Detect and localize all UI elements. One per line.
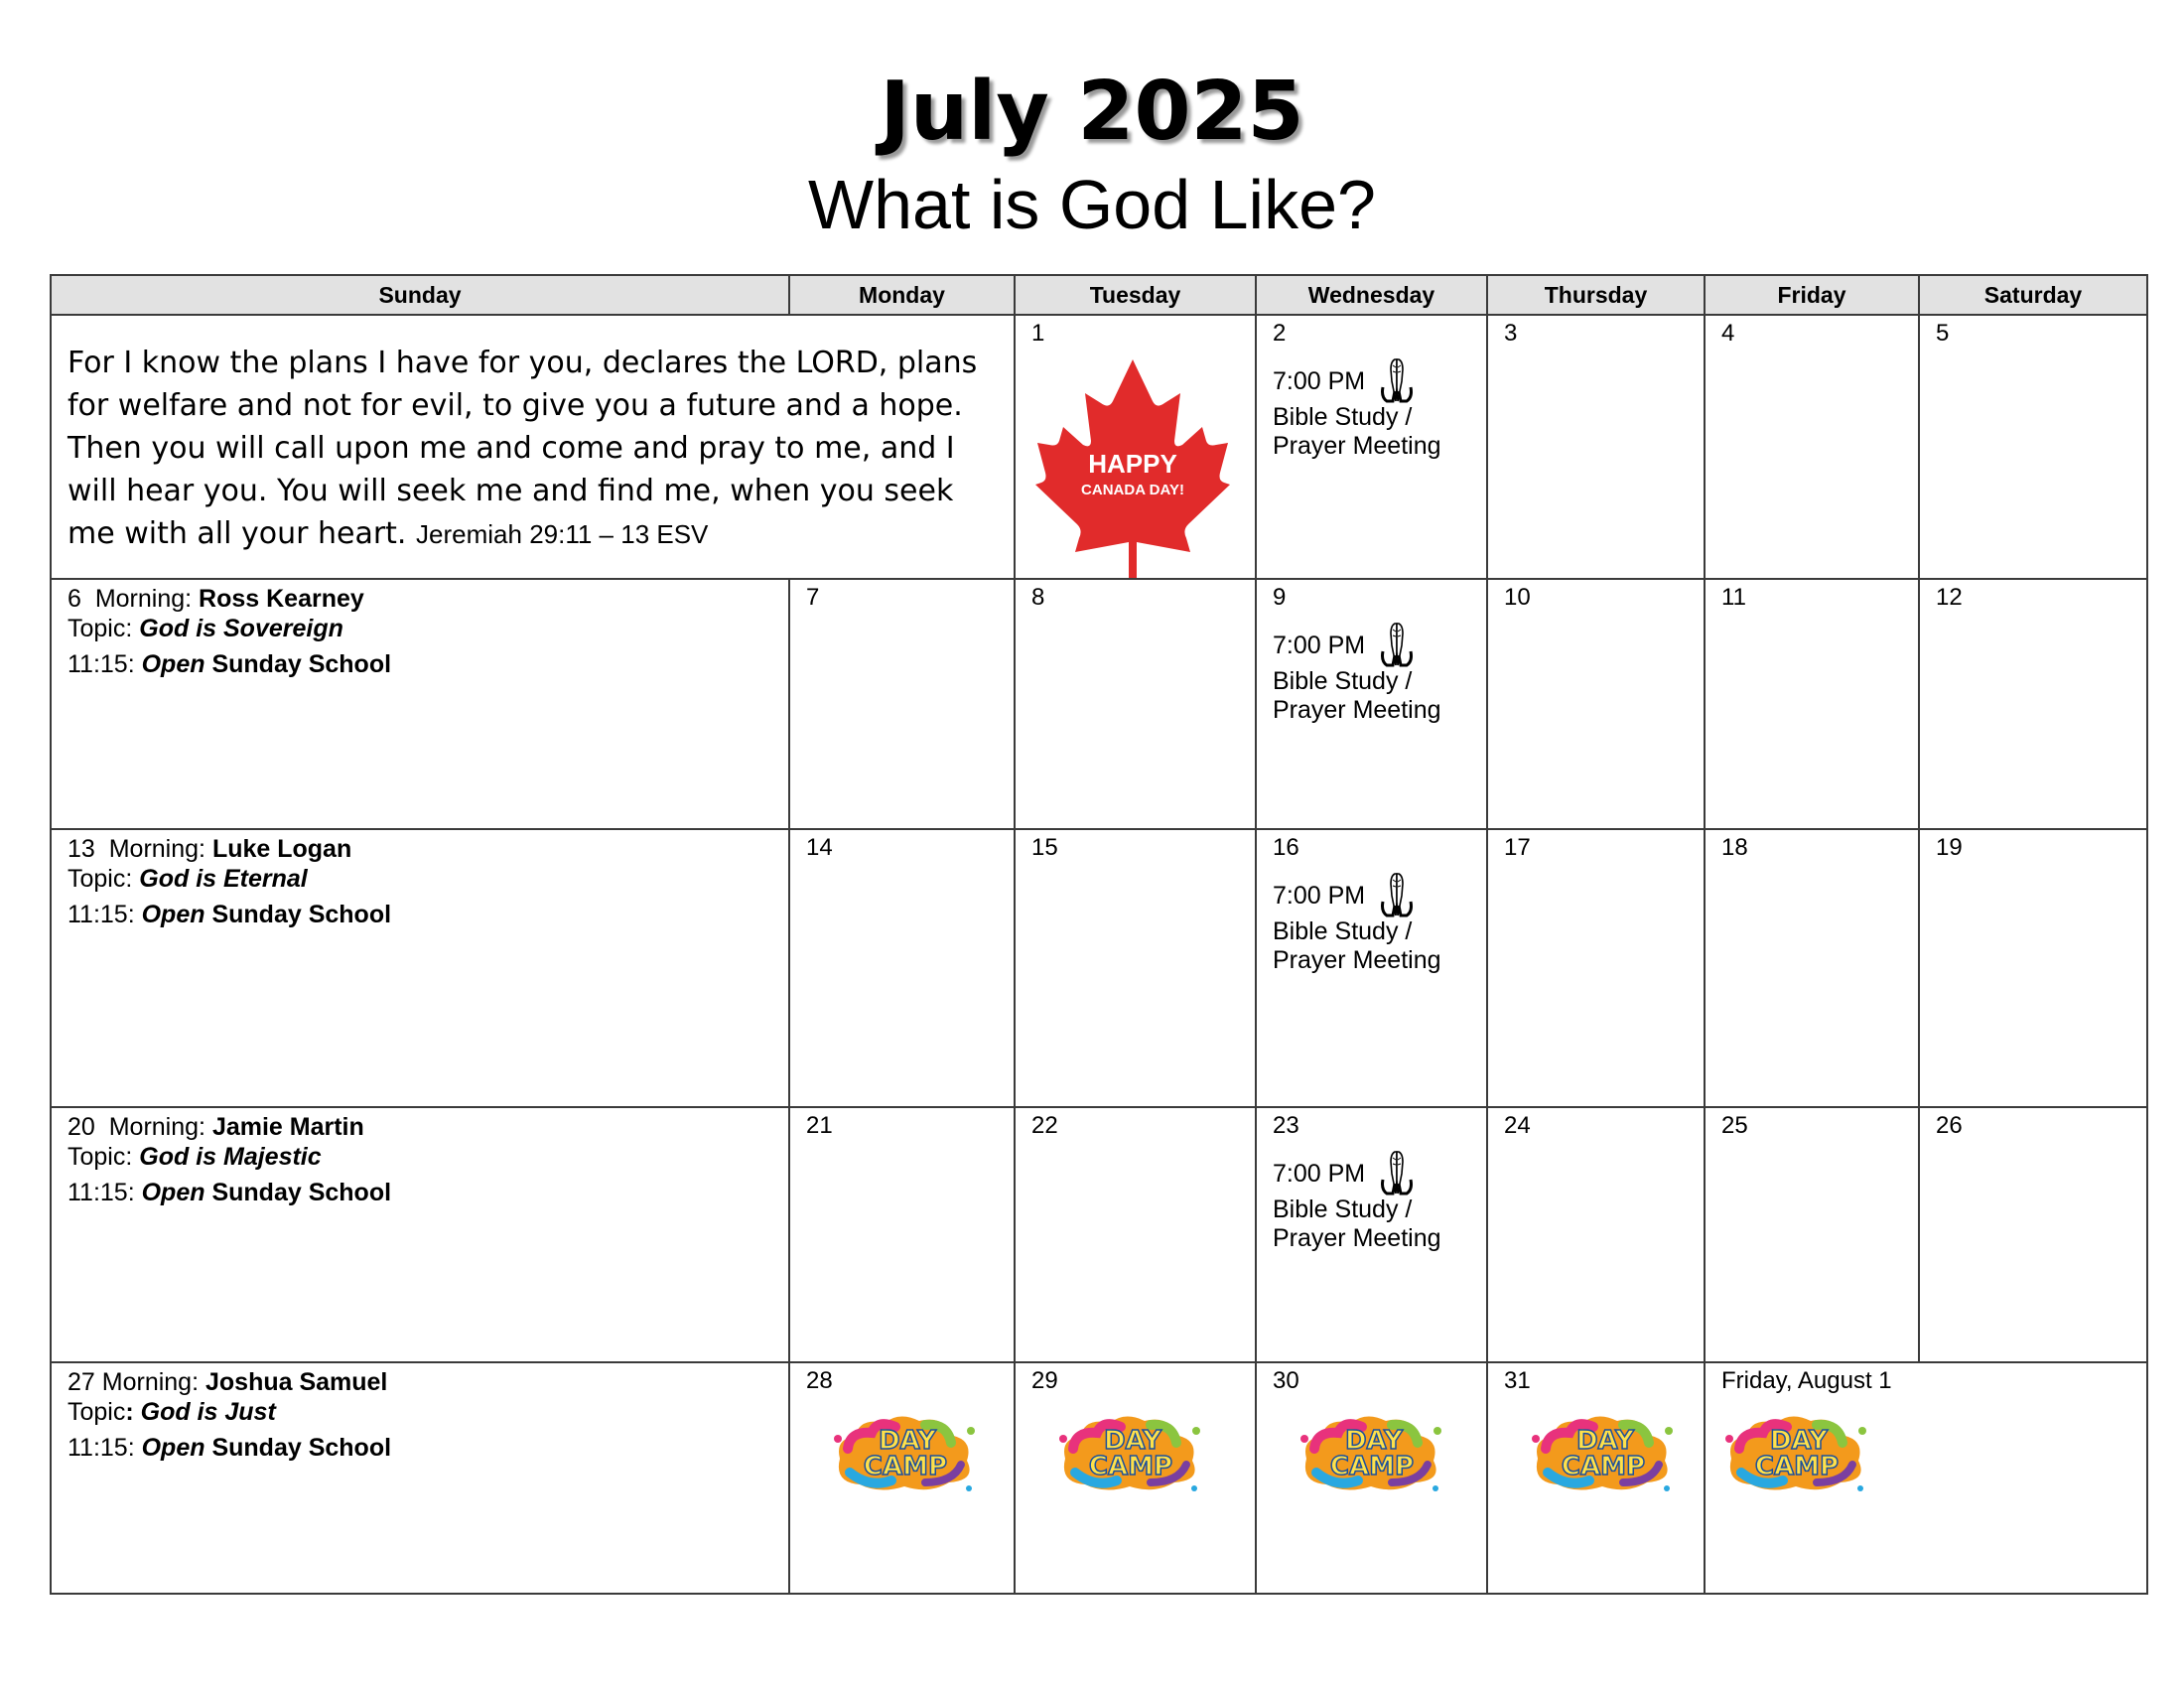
- day-camp-line2: CAMP: [1329, 1452, 1415, 1481]
- event-line1: Bible Study /: [1273, 403, 1413, 431]
- header-friday: Friday: [1705, 275, 1919, 315]
- week-row-5: [51, 1362, 2147, 1594]
- day-number: 27: [68, 1368, 95, 1396]
- day-camp-line1: DAY: [878, 1426, 937, 1456]
- topic-label: Topic:: [68, 865, 133, 893]
- day-number: 30: [1273, 1367, 1299, 1394]
- school-time: 11:15:: [68, 1434, 135, 1462]
- school-time: 11:15:: [68, 901, 135, 928]
- day-cell-16: [1256, 829, 1487, 1107]
- event-time: 7:00 PM: [1273, 1160, 1366, 1188]
- header-wednesday: Wednesday: [1256, 275, 1487, 315]
- topic-text: God is Majestic: [139, 1143, 322, 1171]
- praying-hands-icon: [1379, 872, 1415, 917]
- morning-label: Morning:: [108, 1113, 205, 1141]
- speaker-name: Luke Logan: [211, 835, 352, 863]
- speaker-name: Jamie Martin: [211, 1113, 364, 1141]
- maple-leaf-icon: [1035, 357, 1230, 578]
- speaker-name: Ross Kearney: [199, 585, 364, 613]
- day-cell-8: [1015, 579, 1256, 829]
- day-cell-25: [1705, 1107, 1919, 1362]
- verse-text: For I know the plans I have for you, declares the LORD, plans for welfare and not for evil, to give you a future and a hope. Then you will call upon me and come and pray to me, and I will hear you. You will seek me and find me, when you seek me with all your heart.: [68, 346, 978, 551]
- verse-cell: [51, 315, 1015, 579]
- day-number: 10: [1504, 584, 1531, 611]
- day-number: 9: [1273, 584, 1287, 611]
- day-cell-31: [1487, 1362, 1705, 1594]
- day-number: 4: [1721, 320, 1735, 347]
- day-cell-12: [1919, 579, 2147, 829]
- topic-label: Topic: [68, 1398, 126, 1426]
- school-open: Open: [141, 1179, 205, 1206]
- weekday-header-row: [51, 275, 2147, 315]
- day-cell-24: [1487, 1107, 1705, 1362]
- day-number: 7: [806, 584, 820, 611]
- week-row-2: [51, 579, 2147, 829]
- school-label: Sunday School: [211, 1179, 392, 1206]
- day-camp-icon: [830, 1409, 979, 1494]
- topic-text: God is Eternal: [139, 865, 308, 893]
- day-cell-9: [1256, 579, 1487, 829]
- day-camp-icon: [1721, 1409, 1870, 1494]
- event-time: 7:00 PM: [1273, 632, 1366, 659]
- day-number: 26: [1936, 1112, 1963, 1139]
- day-number: 6: [68, 585, 81, 613]
- canada-day-line1: HAPPY: [1088, 449, 1177, 479]
- day-cell-3: [1487, 315, 1705, 579]
- day-cell-15: [1015, 829, 1256, 1107]
- header-tuesday: Tuesday: [1015, 275, 1256, 315]
- day-number: 21: [806, 1112, 833, 1139]
- sunday-service-info: [52, 830, 788, 929]
- day-cell-22: [1015, 1107, 1256, 1362]
- day-cell-19: [1919, 829, 2147, 1107]
- week-row-3: [51, 829, 2147, 1107]
- day-camp-line1: DAY: [1575, 1426, 1635, 1456]
- day-camp-line1: DAY: [1103, 1426, 1162, 1456]
- day-camp-line1: DAY: [1769, 1426, 1829, 1456]
- day-number: 11: [1721, 584, 1746, 611]
- day-cell-17: [1487, 829, 1705, 1107]
- speaker-name: Joshua Samuel: [205, 1368, 388, 1396]
- day-number: 1: [1031, 320, 1045, 347]
- sunday-service-info: [52, 1363, 788, 1463]
- event-line1: Bible Study /: [1273, 917, 1413, 945]
- sunday-service-info: [52, 1108, 788, 1207]
- school-open: Open: [141, 1434, 205, 1462]
- day-cell-14: [789, 829, 1015, 1107]
- sunday-cell-6: [51, 579, 789, 829]
- day-cell-2: [1256, 315, 1487, 579]
- day-cell-26: [1919, 1107, 2147, 1362]
- scripture-verse: [52, 316, 1014, 556]
- day-number: 23: [1273, 1112, 1299, 1139]
- header-sunday: Sunday: [51, 275, 789, 315]
- day-camp-icon: [1528, 1409, 1677, 1494]
- day-camp-icon: [1055, 1409, 1204, 1494]
- week-row-4: [51, 1107, 2147, 1362]
- day-camp-line2: CAMP: [1088, 1452, 1173, 1481]
- day-number: 8: [1031, 584, 1045, 611]
- header-thursday: Thursday: [1487, 275, 1705, 315]
- day-cell-21: [789, 1107, 1015, 1362]
- event-line2: Prayer Meeting: [1273, 1224, 1441, 1252]
- topic-text: God is Sovereign: [139, 615, 343, 642]
- praying-hands-icon: [1379, 357, 1415, 403]
- day-number: 14: [806, 834, 833, 861]
- day-cell-30: [1256, 1362, 1487, 1594]
- sunday-cell-27: [51, 1362, 789, 1594]
- calendar-title: July 2025: [880, 65, 1304, 159]
- day-number: 22: [1031, 1112, 1058, 1139]
- header-saturday: Saturday: [1919, 275, 2147, 315]
- day-cell-23: [1256, 1107, 1487, 1362]
- day-cell-10: [1487, 579, 1705, 829]
- day-number: 13: [68, 835, 95, 863]
- topic-colon: :: [125, 1398, 134, 1426]
- bible-study-event: [1257, 1150, 1486, 1253]
- event-time: 7:00 PM: [1273, 367, 1366, 395]
- day-cell-28: [789, 1362, 1015, 1594]
- morning-label: Morning:: [108, 835, 205, 863]
- day-camp-line2: CAMP: [1754, 1452, 1840, 1481]
- topic-label: Topic:: [68, 615, 133, 642]
- day-number: 15: [1031, 834, 1058, 861]
- school-open: Open: [141, 650, 205, 678]
- topic-label: Topic:: [68, 1143, 133, 1171]
- day-number: 29: [1031, 1367, 1058, 1394]
- friday-august-label: Friday, August 1: [1721, 1367, 1892, 1394]
- event-line2: Prayer Meeting: [1273, 432, 1441, 460]
- day-camp-line2: CAMP: [863, 1452, 948, 1481]
- school-time: 11:15:: [68, 1179, 135, 1206]
- bible-study-event: [1257, 357, 1486, 461]
- bible-study-event: [1257, 622, 1486, 725]
- day-number: 2: [1273, 320, 1287, 347]
- calendar-table: [50, 274, 2148, 1595]
- day-cell-7: [789, 579, 1015, 829]
- calendar-subtitle: What is God Like?: [808, 166, 1376, 243]
- day-camp-icon: [1297, 1409, 1445, 1494]
- school-open: Open: [141, 901, 205, 928]
- day-number: 18: [1721, 834, 1748, 861]
- day-number: 24: [1504, 1112, 1531, 1139]
- day-camp-line1: DAY: [1344, 1426, 1404, 1456]
- praying-hands-icon: [1379, 1150, 1415, 1196]
- school-time: 11:15:: [68, 650, 135, 678]
- topic-text: God is Just: [140, 1398, 276, 1426]
- day-cell-11: [1705, 579, 1919, 829]
- day-number: 25: [1721, 1112, 1748, 1139]
- bible-study-event: [1257, 872, 1486, 975]
- sunday-cell-20: [51, 1107, 789, 1362]
- day-cell-4: [1705, 315, 1919, 579]
- sunday-service-info: [52, 580, 788, 679]
- school-label: Sunday School: [211, 650, 392, 678]
- day-camp-line2: CAMP: [1561, 1452, 1646, 1481]
- day-number: 5: [1936, 320, 1950, 347]
- friday-august-1-cell: [1705, 1362, 2147, 1594]
- week-row-1: [51, 315, 2147, 579]
- verse-reference: Jeremiah 29:11 – 13 ESV: [416, 519, 709, 549]
- day-number: 16: [1273, 834, 1299, 861]
- event-line2: Prayer Meeting: [1273, 946, 1441, 974]
- event-line1: Bible Study /: [1273, 1196, 1413, 1223]
- praying-hands-icon: [1379, 622, 1415, 667]
- event-line2: Prayer Meeting: [1273, 696, 1441, 724]
- morning-label: Morning:: [101, 1368, 200, 1396]
- sunday-cell-13: [51, 829, 789, 1107]
- day-number: 12: [1936, 584, 1963, 611]
- morning-label: Morning:: [94, 585, 193, 613]
- school-label: Sunday School: [211, 901, 392, 928]
- day-number: 3: [1504, 320, 1518, 347]
- day-number: 17: [1504, 834, 1531, 861]
- event-line1: Bible Study /: [1273, 667, 1413, 695]
- day-cell-5: [1919, 315, 2147, 579]
- day-number: 19: [1936, 834, 1963, 861]
- school-label: Sunday School: [211, 1434, 392, 1462]
- canada-day-line2: CANADA DAY!: [1081, 482, 1184, 498]
- day-cell-29: [1015, 1362, 1256, 1594]
- header-monday: Monday: [789, 275, 1015, 315]
- day-number: 20: [68, 1113, 95, 1141]
- day-number: 31: [1504, 1367, 1531, 1394]
- day-cell-1: [1015, 315, 1256, 579]
- day-cell-18: [1705, 829, 1919, 1107]
- day-number: 28: [806, 1367, 833, 1394]
- event-time: 7:00 PM: [1273, 882, 1366, 910]
